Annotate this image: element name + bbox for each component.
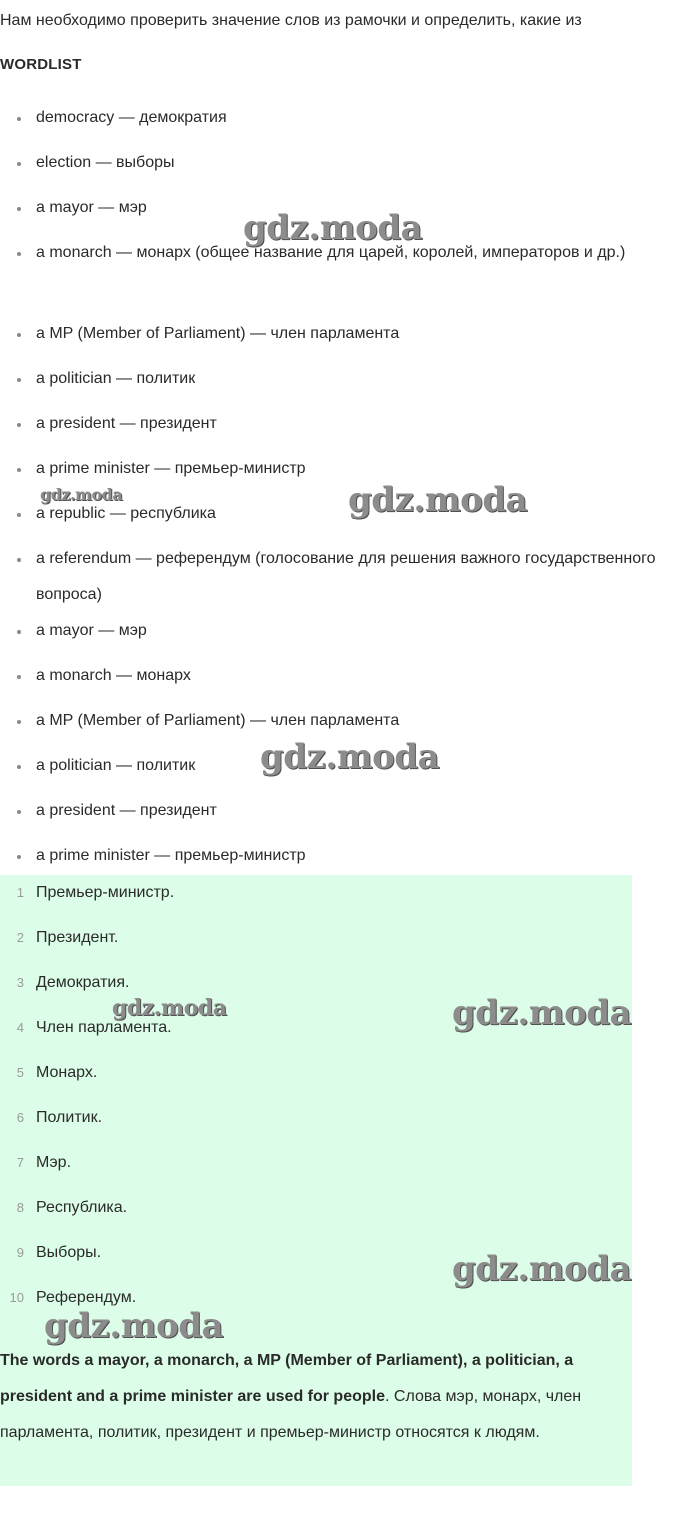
watermark: gdz.moda: [44, 1306, 224, 1346]
watermark: gdz.moda: [452, 1249, 632, 1289]
wordlist-item: a politician — политик: [0, 361, 680, 406]
answer-text: Мэр.: [36, 1154, 72, 1171]
intro-text: Нам необходимо проверить значение слов из рамочки и определить, какие из: [0, 12, 582, 29]
answer-number: 5: [16, 1065, 24, 1080]
wordlist-item: a MP (Member of Parliament) — член парламента: [0, 316, 680, 361]
answer-text: Член парламента.: [36, 1019, 172, 1036]
answer-number: 3: [16, 975, 24, 990]
watermark: gdz.moda: [40, 485, 123, 504]
answer-text: Президент.: [36, 929, 119, 946]
answer-number: 9: [16, 1245, 24, 1260]
wordlist-heading: WORDLIST: [0, 56, 82, 73]
answer-number: 4: [16, 1020, 24, 1035]
wordlist-item: a prime minister — премьер-министр: [0, 838, 680, 883]
answer-number: 6: [16, 1110, 24, 1125]
wordlist-item: a prime minister — премьер-министр: [0, 451, 680, 496]
conclusion-text: . Слова мэр, монарх, член парламента, политик, президент и премьер-министр относятся к людям.: [0, 1388, 582, 1441]
wordlist-item: a monarch — монарх: [0, 658, 680, 703]
answer-text: Демократия.: [36, 974, 130, 991]
watermark: gdz.moda: [348, 480, 528, 520]
wordlist-item: a president — президент: [0, 406, 680, 451]
wordlist-item: a MP (Member of Parliament) — член парламента: [0, 703, 680, 748]
conclusion-bold: The words a mayor, a monarch, a MP (Member of Parliament), a politician, a president and a prime minister are used for people: [0, 1352, 574, 1405]
watermark: gdz.moda: [260, 737, 440, 777]
answer-text: Премьер-министр.: [36, 884, 175, 901]
answer-number: 8: [16, 1200, 24, 1215]
watermark: gdz.moda: [112, 995, 227, 1021]
wordlist-item: a president — президент: [0, 793, 680, 838]
wordlist-item: a politician — политик: [0, 748, 680, 793]
wordlist-item: a referendum — референдум (голосование для решения важного государственного вопроса): [0, 541, 680, 613]
wordlist-item: a republic — республика: [0, 496, 680, 541]
wordlist-item: a monarch — монарх (общее название для царей, королей, императоров и др.): [0, 235, 680, 316]
answer-number: 2: [16, 930, 24, 945]
answer-text: Выборы.: [36, 1244, 102, 1261]
wordlist-item: a mayor — мэр: [0, 613, 680, 658]
answer-number: 10: [9, 1290, 24, 1305]
answer-text: Политик.: [36, 1109, 103, 1126]
answer-number: 1: [16, 885, 24, 900]
watermark: gdz.moda: [243, 208, 423, 248]
watermark: gdz.moda: [452, 993, 632, 1033]
answer-text: Монарх.: [36, 1064, 98, 1081]
answer-number: 7: [16, 1155, 24, 1170]
answer-text: Референдум.: [36, 1289, 137, 1306]
answer-text: Республика.: [36, 1199, 128, 1216]
wordlist-item: democracy — демократия: [0, 100, 680, 145]
wordlist-item: a mayor — мэр: [0, 190, 680, 235]
conclusion-paragraph: [0, 1343, 625, 1451]
wordlist-item: election — выборы: [0, 145, 680, 190]
